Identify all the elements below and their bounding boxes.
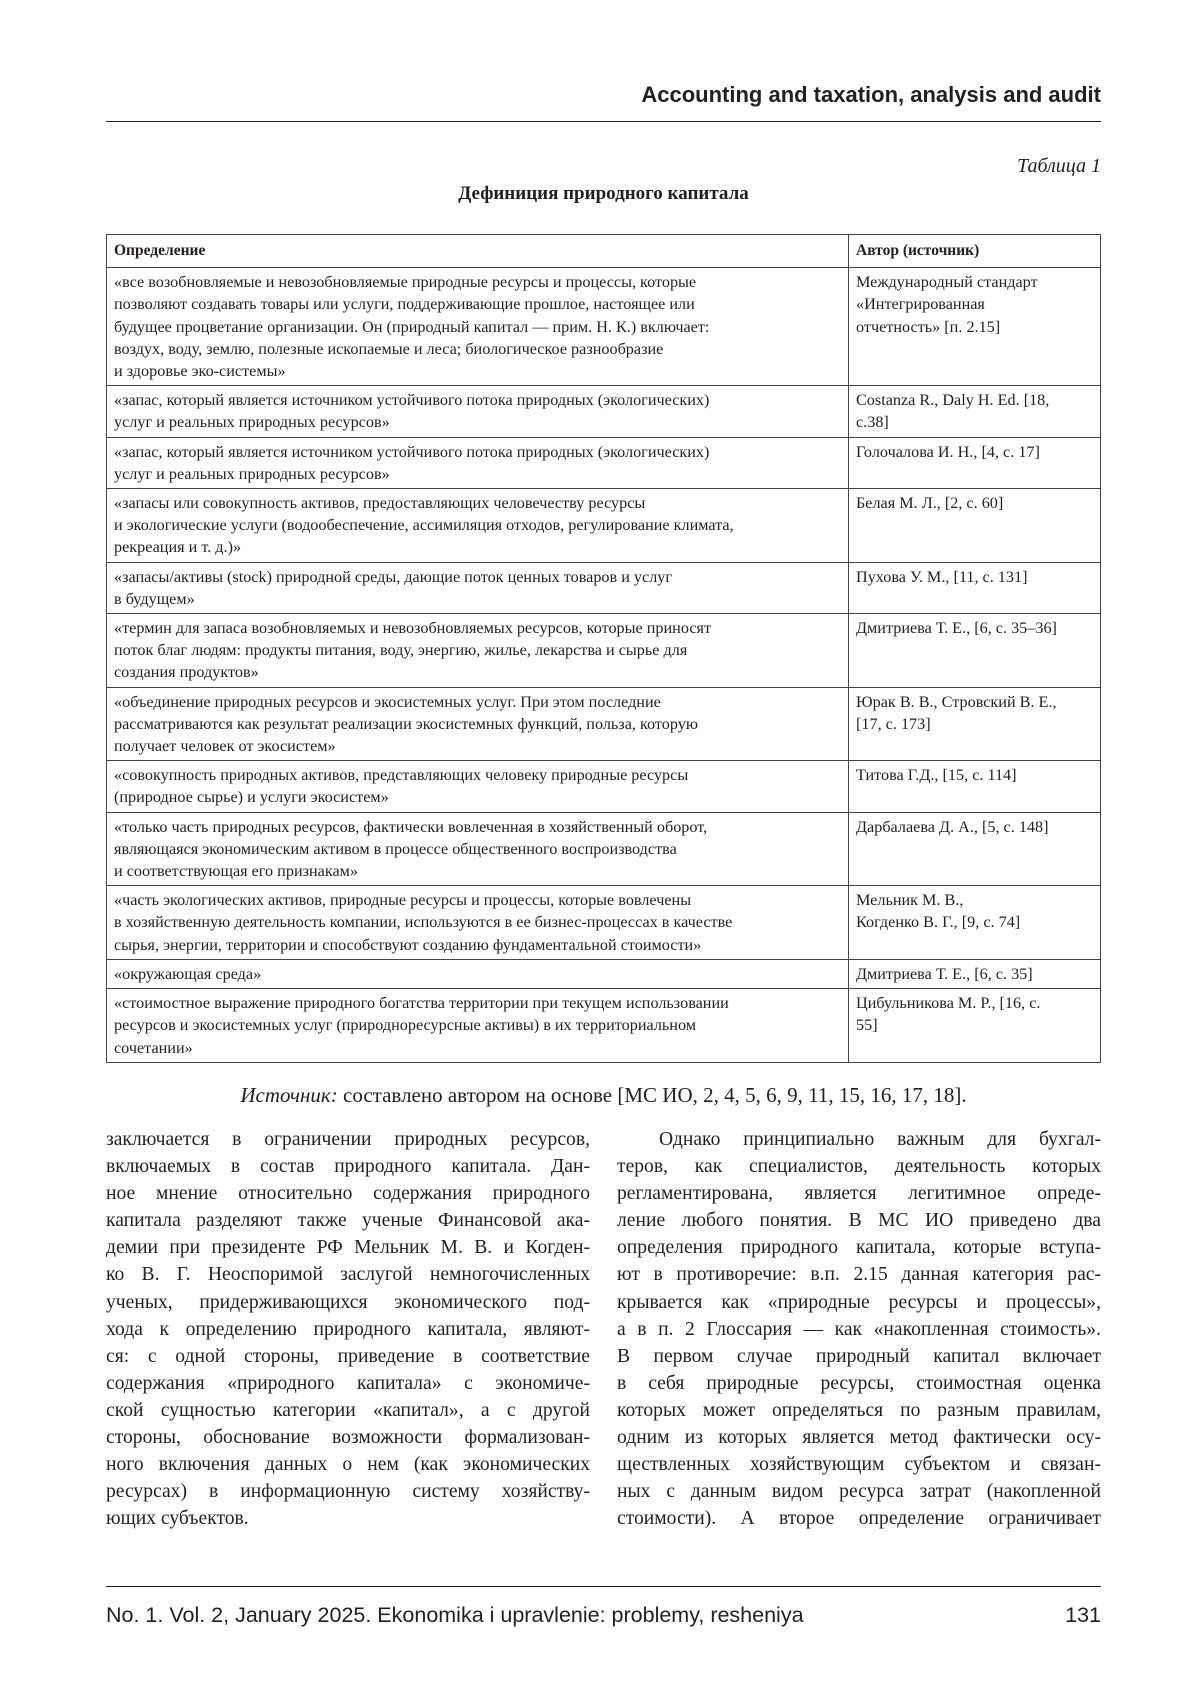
definition-cell-line: «все возобновляемые и невозобновляемые природные ресурсы и процессы, которые — [114, 271, 840, 293]
author-cell — [849, 989, 1101, 1063]
author-cell-line: Дарбалаева Д. А., [5, с. 148] — [856, 816, 1092, 838]
definition-cell — [107, 989, 849, 1063]
definition-cell-line: услуг и реальных природных ресурсов» — [114, 411, 840, 433]
body-text-line: ление любого понятия. В МС ИО приведено два — [617, 1207, 1101, 1234]
definition-cell-line: «стоимостное выражение природного богатства территории при текущем использовании — [114, 992, 840, 1014]
body-text-line: Однако принципиально важным для бухгал- — [617, 1126, 1101, 1153]
definition-cell — [107, 562, 849, 613]
table-row — [107, 989, 1101, 1063]
author-cell-line: c.38] — [856, 411, 1092, 433]
table-header-row — [107, 235, 1101, 268]
author-cell-line: Дмитриева Т. Е., [6, с. 35] — [856, 963, 1092, 985]
definition-cell — [107, 386, 849, 437]
definition-cell-line: и здоровье эко-системы» — [114, 360, 840, 382]
author-cell — [849, 687, 1101, 761]
author-cell-line: 55] — [856, 1014, 1092, 1036]
author-cell-line: Голочалова И. Н., [4, с. 17] — [856, 441, 1092, 463]
author-cell-line: Белая М. Л., [2, с. 60] — [856, 492, 1092, 514]
body-text-line: ных с данным видом ресурса затрат (накопленной — [617, 1478, 1101, 1505]
definition-cell-line: «запасы или совокупность активов, предоставляющих человечеству ресурсы — [114, 492, 840, 514]
definition-cell-line: «часть экологических активов, природные ресурсы и процессы, которые вовлечены — [114, 889, 840, 911]
author-cell-line: отчетность» [п. 2.15] — [856, 316, 1092, 338]
definition-cell-line: в будущем» — [114, 588, 840, 610]
definition-cell — [107, 886, 849, 960]
author-cell — [849, 614, 1101, 688]
body-left-column — [106, 1126, 590, 1532]
body-text-line: хода к определению природного капитала, являют- — [106, 1316, 590, 1343]
body-text-line: демии при президенте РФ Мельник М. В. и Когден- — [106, 1234, 590, 1261]
body-text-line: ют в противоречие: в.п. 2.15 данная категория рас- — [617, 1261, 1101, 1288]
body-text-line: ской сущностью категории «капитал», а с другой — [106, 1397, 590, 1424]
definition-cell — [107, 812, 849, 886]
definition-cell-line: поток благ людям: продукты питания, воду, энергию, жилье, лекарства и сырье для — [114, 639, 840, 661]
definition-cell-line: (природное сырье) и услуги экосистем» — [114, 786, 840, 808]
table-row — [107, 614, 1101, 688]
definition-cell-line: рекреация и т. д.)» — [114, 536, 840, 558]
author-cell-line: Юрак В. В., Стровский В. Е., — [856, 691, 1092, 713]
body-text-line: капитала разделяют также ученые Финансовой ака- — [106, 1207, 590, 1234]
author-cell-line: Пухова У. М., [11, с. 131] — [856, 566, 1092, 588]
table-row — [107, 562, 1101, 613]
definition-cell-line: рассматриваются как результат реализации экосистемных функций, польза, которую — [114, 713, 840, 735]
definition-cell-line: «термин для запаса возобновляемых и невозобновляемых ресурсов, которые приносят — [114, 617, 840, 639]
body-right-column — [617, 1126, 1101, 1532]
table-title: Дефиниция природного капитала — [106, 183, 1101, 205]
definition-cell-line: «окружающая среда» — [114, 963, 840, 985]
page-number: 131 — [1065, 1603, 1101, 1628]
author-cell — [849, 959, 1101, 988]
author-cell-line: Титова Г.Д., [15, с. 114] — [856, 764, 1092, 786]
table-row — [107, 812, 1101, 886]
author-cell — [849, 812, 1101, 886]
body-text-line: крывается как «природные ресурсы и процессы», — [617, 1289, 1101, 1316]
page-footer — [106, 1603, 1101, 1628]
table-row — [107, 386, 1101, 437]
definition-cell-line: «запас, который является источником устойчивого потока природных (экологических) — [114, 441, 840, 463]
definition-cell-line: воздух, воду, землю, полезные ископаемые и леса; биологическое разнообразие — [114, 338, 840, 360]
author-cell — [849, 437, 1101, 488]
definition-cell-line: «запас, который является источником устойчивого потока природных (экологических) — [114, 389, 840, 411]
definition-cell-line: получает человек от экосистем» — [114, 735, 840, 757]
source-label: Источник: — [240, 1083, 337, 1107]
author-cell — [849, 386, 1101, 437]
body-text-line: ученых, придерживающихся экономического под- — [106, 1289, 590, 1316]
body-text-line: регламентирована, является легитимное опреде- — [617, 1180, 1101, 1207]
author-cell-line: Дмитриева Т. Е., [6, с. 35–36] — [856, 617, 1092, 639]
definition-cell — [107, 959, 849, 988]
body-text-line: стороны, обоснование возможности формализован- — [106, 1424, 590, 1451]
source-text: составлено автором на основе [МС ИО, 2, 4, 5, 6, 9, 11, 15, 16, 17, 18]. — [338, 1083, 967, 1107]
table-row — [107, 886, 1101, 960]
definition-cell — [107, 489, 849, 563]
definition-cell-line: «объединение природных ресурсов и экосистемных услуг. При этом последние — [114, 691, 840, 713]
table-source-note — [106, 1083, 1101, 1108]
body-text-line: ющих субъектов. — [106, 1505, 590, 1532]
body-text-line: определения природного капитала, которые вступа- — [617, 1234, 1101, 1261]
table-caption: Таблица 1 — [1017, 155, 1101, 178]
body-text-line: стоимости). А второе определение ограничивает — [617, 1505, 1101, 1532]
definition-cell-line: «совокупность природных активов, представляющих человеку природные ресурсы — [114, 764, 840, 786]
header-rule — [106, 121, 1101, 122]
table-row — [107, 761, 1101, 812]
definition-cell-line: сочетании» — [114, 1037, 840, 1059]
body-text-line: ного включения данных о нем (как экономических — [106, 1451, 590, 1478]
definition-cell-line: позволяют создавать товары или услуги, поддерживающие прошлое, настоящее или — [114, 293, 840, 315]
body-text-line: теров, как специалистов, деятельность которых — [617, 1153, 1101, 1180]
running-header: Accounting and taxation, analysis and audit — [106, 82, 1101, 108]
table-row — [107, 437, 1101, 488]
column-header-author: Автор (источник) — [849, 235, 1101, 268]
definition-cell — [107, 268, 849, 386]
author-cell-line: Когденко В. Г., [9, с. 74] — [856, 911, 1092, 933]
author-cell-line: [17, с. 173] — [856, 713, 1092, 735]
definition-cell-line: в хозяйственную деятельность компании, используются в ее бизнес-процессах в качестве — [114, 911, 840, 933]
definition-cell-line: создания продуктов» — [114, 661, 840, 683]
body-text-line: заключается в ограничении природных ресурсов, — [106, 1126, 590, 1153]
body-text-line: ко В. Г. Неоспоримой заслугой немногочисленных — [106, 1261, 590, 1288]
definition-cell-line: ресурсов и экосистемных услуг (природноресурсные активы) в их территориальном — [114, 1014, 840, 1036]
table-row — [107, 489, 1101, 563]
author-cell — [849, 268, 1101, 386]
definition-cell — [107, 687, 849, 761]
body-text-line: которых может определяться по разным правилам, — [617, 1397, 1101, 1424]
definition-cell-line: «запасы/активы (stock) природной среды, дающие поток ценных товаров и услуг — [114, 566, 840, 588]
table-row — [107, 268, 1101, 386]
body-text-line: ресурсах) в информационную систему хозяйству- — [106, 1478, 590, 1505]
author-cell-line: Цибульникова М. Р., [16, с. — [856, 992, 1092, 1014]
definition-cell-line: «только часть природных ресурсов, фактически вовлеченная в хозяйственный оборот, — [114, 816, 840, 838]
body-text-line: в себя природные ресурсы, стоимостная оценка — [617, 1370, 1101, 1397]
definition-cell-line: услуг и реальных природных ресурсов» — [114, 463, 840, 485]
author-cell — [849, 562, 1101, 613]
author-cell-line: «Интегрированная — [856, 293, 1092, 315]
footer-rule — [106, 1586, 1101, 1587]
table-row — [107, 687, 1101, 761]
author-cell-line: Мельник М. В., — [856, 889, 1092, 911]
body-text-line: а в п. 2 Глоссария — как «накопленная стоимость». — [617, 1316, 1101, 1343]
table-row — [107, 959, 1101, 988]
body-text-line: одним из которых является метод фактически осу- — [617, 1424, 1101, 1451]
definition-cell-line: сырья, энергии, территории и способствуют созданию фундаментальной стоимости» — [114, 934, 840, 956]
body-text-line: В первом случае природный капитал включает — [617, 1343, 1101, 1370]
definitions-table — [106, 234, 1101, 1063]
author-cell-line: Costanza R., Daly H. Ed. [18, — [856, 389, 1092, 411]
author-cell — [849, 886, 1101, 960]
author-cell — [849, 489, 1101, 563]
definition-cell-line: и экологические услуги (водообеспечение, ассимиляция отходов, регулирование климата, — [114, 514, 840, 536]
definition-cell-line: и соответствующая его признакам» — [114, 860, 840, 882]
body-text-line: ся: с одной стороны, приведение в соответствие — [106, 1343, 590, 1370]
definition-cell-line: будущее процветание организации. Он (природный капитал — прим. Н. К.) включает: — [114, 316, 840, 338]
definition-cell-line: являющаяся экономическим активом в процессе общественного воспроизводства — [114, 838, 840, 860]
body-text-line: включаемых в состав природного капитала. Дан- — [106, 1153, 590, 1180]
body-text-line: ное мнение относительно содержания природного — [106, 1180, 590, 1207]
author-cell-line: Международный стандарт — [856, 271, 1092, 293]
definition-cell — [107, 614, 849, 688]
definition-cell — [107, 761, 849, 812]
body-text-line: ществленных хозяйствующим субъектом и связан- — [617, 1451, 1101, 1478]
column-header-definition: Определение — [107, 235, 849, 268]
journal-info: No. 1. Vol. 2, January 2025. Ekonomika i upravlenie: problemy, resheniya — [106, 1603, 804, 1628]
definition-cell — [107, 437, 849, 488]
author-cell — [849, 761, 1101, 812]
body-text-line: содержания «природного капитала» с экономиче- — [106, 1370, 590, 1397]
